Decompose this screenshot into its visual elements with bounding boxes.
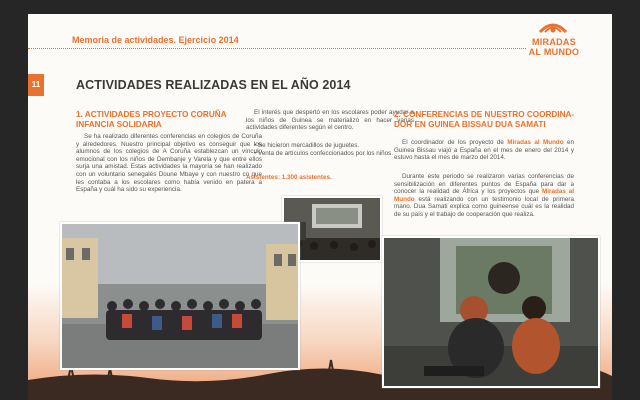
attendees-count: Asistentes: 1.300 asistentes.: [246, 174, 332, 181]
section2-heading-line2: DOR EN GUINEA BISSAU DUA SAMATI: [394, 120, 546, 129]
header-divider: [28, 48, 526, 49]
section2-paragraph-1: [394, 139, 574, 162]
school-group-photo: [60, 222, 300, 370]
section1-heading: [76, 110, 227, 130]
conference-photo-illustration: [384, 238, 600, 388]
bullet-item-1: • Se hicieron mercadillos de juguetes.: [254, 142, 360, 149]
section1-heading-line1: 1. ACTIVIDADES PROYECTO CORUÑA: [76, 110, 227, 119]
section2-p1-text-end: en Guinea Bissau viajó a España en el mes de enero del 2014 y estuvo hasta el mes de marzo del 2014.: [394, 139, 574, 162]
miradas-logo: [514, 20, 594, 64]
section2-heading: [394, 110, 574, 130]
page-title: ACTIVIDADES REALIZADAS EN EL AÑO 2014: [76, 78, 351, 92]
middle-paragraph: El interés que despertó en los escolares poder ayudar a los niños de Guinea se materializó en hacer varias actividades diferentes según el centro.: [246, 109, 414, 132]
logo-text-line2: AL MUNDO: [528, 47, 580, 57]
section2-p2-text: Durante este periodo se realizaron varias conferencias de sensibilización en diferentes puntos de España para dar a conocer la realidad de África y los proyectos que: [394, 173, 574, 196]
logo-text-line1: MIRADAS: [531, 37, 577, 47]
conference-speakers-photo: [382, 236, 600, 388]
eye-logo-icon: [538, 20, 568, 34]
section2-p1-text: El coordinador de los proyecto de: [402, 139, 508, 146]
section2-p1-brand: Miradas al Mundo: [507, 139, 564, 146]
page-number: 11: [28, 74, 44, 96]
section2-p2-brand: Miradas al Mundo: [394, 188, 574, 203]
section2-paragraph-2: [394, 173, 574, 219]
header-title: Memoria de actividades. Ejercicio 2014: [72, 35, 239, 45]
group-photo-illustration: [62, 224, 300, 370]
section2-heading-line1: 2. CONFERENCIAS DE NUESTRO COORDINA-: [394, 110, 575, 119]
document-page: [28, 14, 612, 400]
section1-heading-line2: INFANCIA SOLIDARIA: [76, 120, 162, 129]
section2-p2-text-end: está realizando con un testimonio local de primera mano. Dua Samati explica como guineense cuál es la realidad de su país y el trabajo de cooperación que realiza.: [394, 195, 574, 218]
bullet-item-2: • Venta de artículos confeccionados por los niños.: [254, 150, 394, 157]
section1-paragraph: Se ha realizado diferentes conferencias en colegios de Coruña y alrededores. Nuestro principal objetivo es conseguir que los alumnos de los colegios de A Coruña establezcan un vínculo emocional con los niños de Dembanje y Varela y que entre ellos surja una amistad. Estas actividades la mayoría se han realizado con un voluntario senegalés Doune Mbaye y con nuestro co que les contaba a los escolares como había venido en patera a España y cuál ha sido su experiencia.: [76, 133, 262, 194]
